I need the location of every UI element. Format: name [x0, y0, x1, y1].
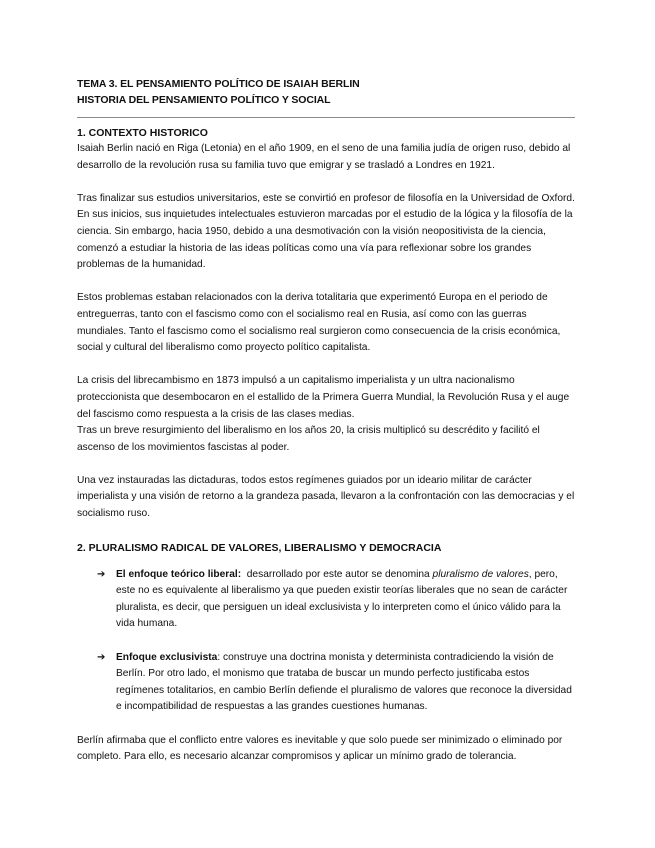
list-item-enfoque-exclusivista	[77, 650, 577, 716]
document-title: TEMA 3. EL PENSAMIENTO POLÍTICO DE ISAIAH BERLIN	[77, 78, 360, 90]
bullet-term: Enfoque exclusivista	[116, 651, 218, 663]
bullet-term: El enfoque teórico liberal:	[116, 568, 242, 580]
document-subtitle: HISTORIA DEL PENSAMIENTO POLÍTICO Y SOCIAL	[77, 94, 331, 106]
paragraph: Una vez instauradas las dictaduras, todos estos regímenes guiados por un ideario militar de carácter imperialista y una visión de retorno a la grandeza pasada, llevaron a la confrontación con las democracias y el socialismo ruso.	[77, 474, 575, 520]
paragraph: La crisis del librecambismo en 1873 impulsó a un capitalismo imperialista y un ultra nacionalismo proteccionista que desembocaron en el estallido de la Primera Guerra Mundial, la Revolución Rusa y el auge del fascismo como respuesta a la crisis de las clases medias.	[77, 375, 570, 420]
list-item-enfoque-liberal	[77, 567, 577, 633]
document-page	[77, 76, 577, 766]
bullet-text: : construye una doctrina monista y determinista contradiciendo la visión de Berlín. Por otro lado, el monismo que trataba de buscar un mundo perfecto justificaba estos regímenes totalitarios, en cambio Berlín defiende el pluralismo de valores que reconoce la diversidad e incompatibilidad de respuestas a las grandes cuestiones humanas.	[116, 651, 572, 713]
section-heading-contexto: 1. CONTEXTO HISTORICO	[77, 127, 208, 139]
paragraph: Estos problemas estaban relacionados con la deriva totalitaria que experimentó Europa en el periodo de entreguerras, tanto con el fascismo como con el socialismo real en Rusia, así como con las guerras mundiales. Tanto el fascismo como el socialismo real surgieron como consecuencia de la crisis económica, social y cultural del liberalismo como proyecto político capitalista.	[77, 292, 561, 354]
section-heading-pluralismo: 2. PLURALISMO RADICAL DE VALORES, LIBERALISMO Y DEMOCRACIA	[77, 541, 442, 554]
paragraph: Tras finalizar sus estudios universitarios, este se convirtió en profesor de filosofía en la Universidad de Oxford. En sus inicios, sus inquietudes intelectuales estuvieron marcadas por el estudio de la lógica y la filosofía de la ciencia. Sin embargo, hacia 1950, debido a una desmotivación con la visión neopositivista de la ciencia, comenzó a estudiar la historia de las ideas políticas como una vía para reflexionar sobre los grandes problemas de la humanidad.	[77, 192, 575, 271]
arrow-bullet-icon: ➔	[97, 568, 106, 580]
bullet-text: desarrollado por este autor se denomina	[241, 568, 433, 580]
bullet-text: , pero, este no es equivalente al liberalismo ya que pueden existir teorías liberales que no sean de carácter pluralista, es decir, que persiguen un ideal exclusivista y lo interpreten como el único válido para la vida humana.	[116, 568, 568, 630]
arrow-bullet-icon: ➔	[97, 651, 106, 663]
paragraph: Isaiah Berlin nació en Riga (Letonia) en el año 1909, en el seno de una familia judía de origen ruso, debido al desarrollo de la revolución rusa su familia tuvo que emigrar y se trasladó a Londres en 1921.	[77, 143, 571, 171]
bullet-italic-term: pluralismo de valores	[432, 568, 529, 580]
paragraph: Berlín afirmaba que el conflicto entre valores es inevitable y que solo puede ser minimizado o eliminado por completo. Para ello, es necesario alcanzar compromisos y aplicar un mínimo grado de tolerancia.	[77, 734, 563, 763]
paragraph: Tras un breve resurgimiento del liberalismo en los años 20, la crisis multiplicó su descrédito y facilitó el ascenso de los movimientos fascistas al poder.	[77, 425, 540, 453]
